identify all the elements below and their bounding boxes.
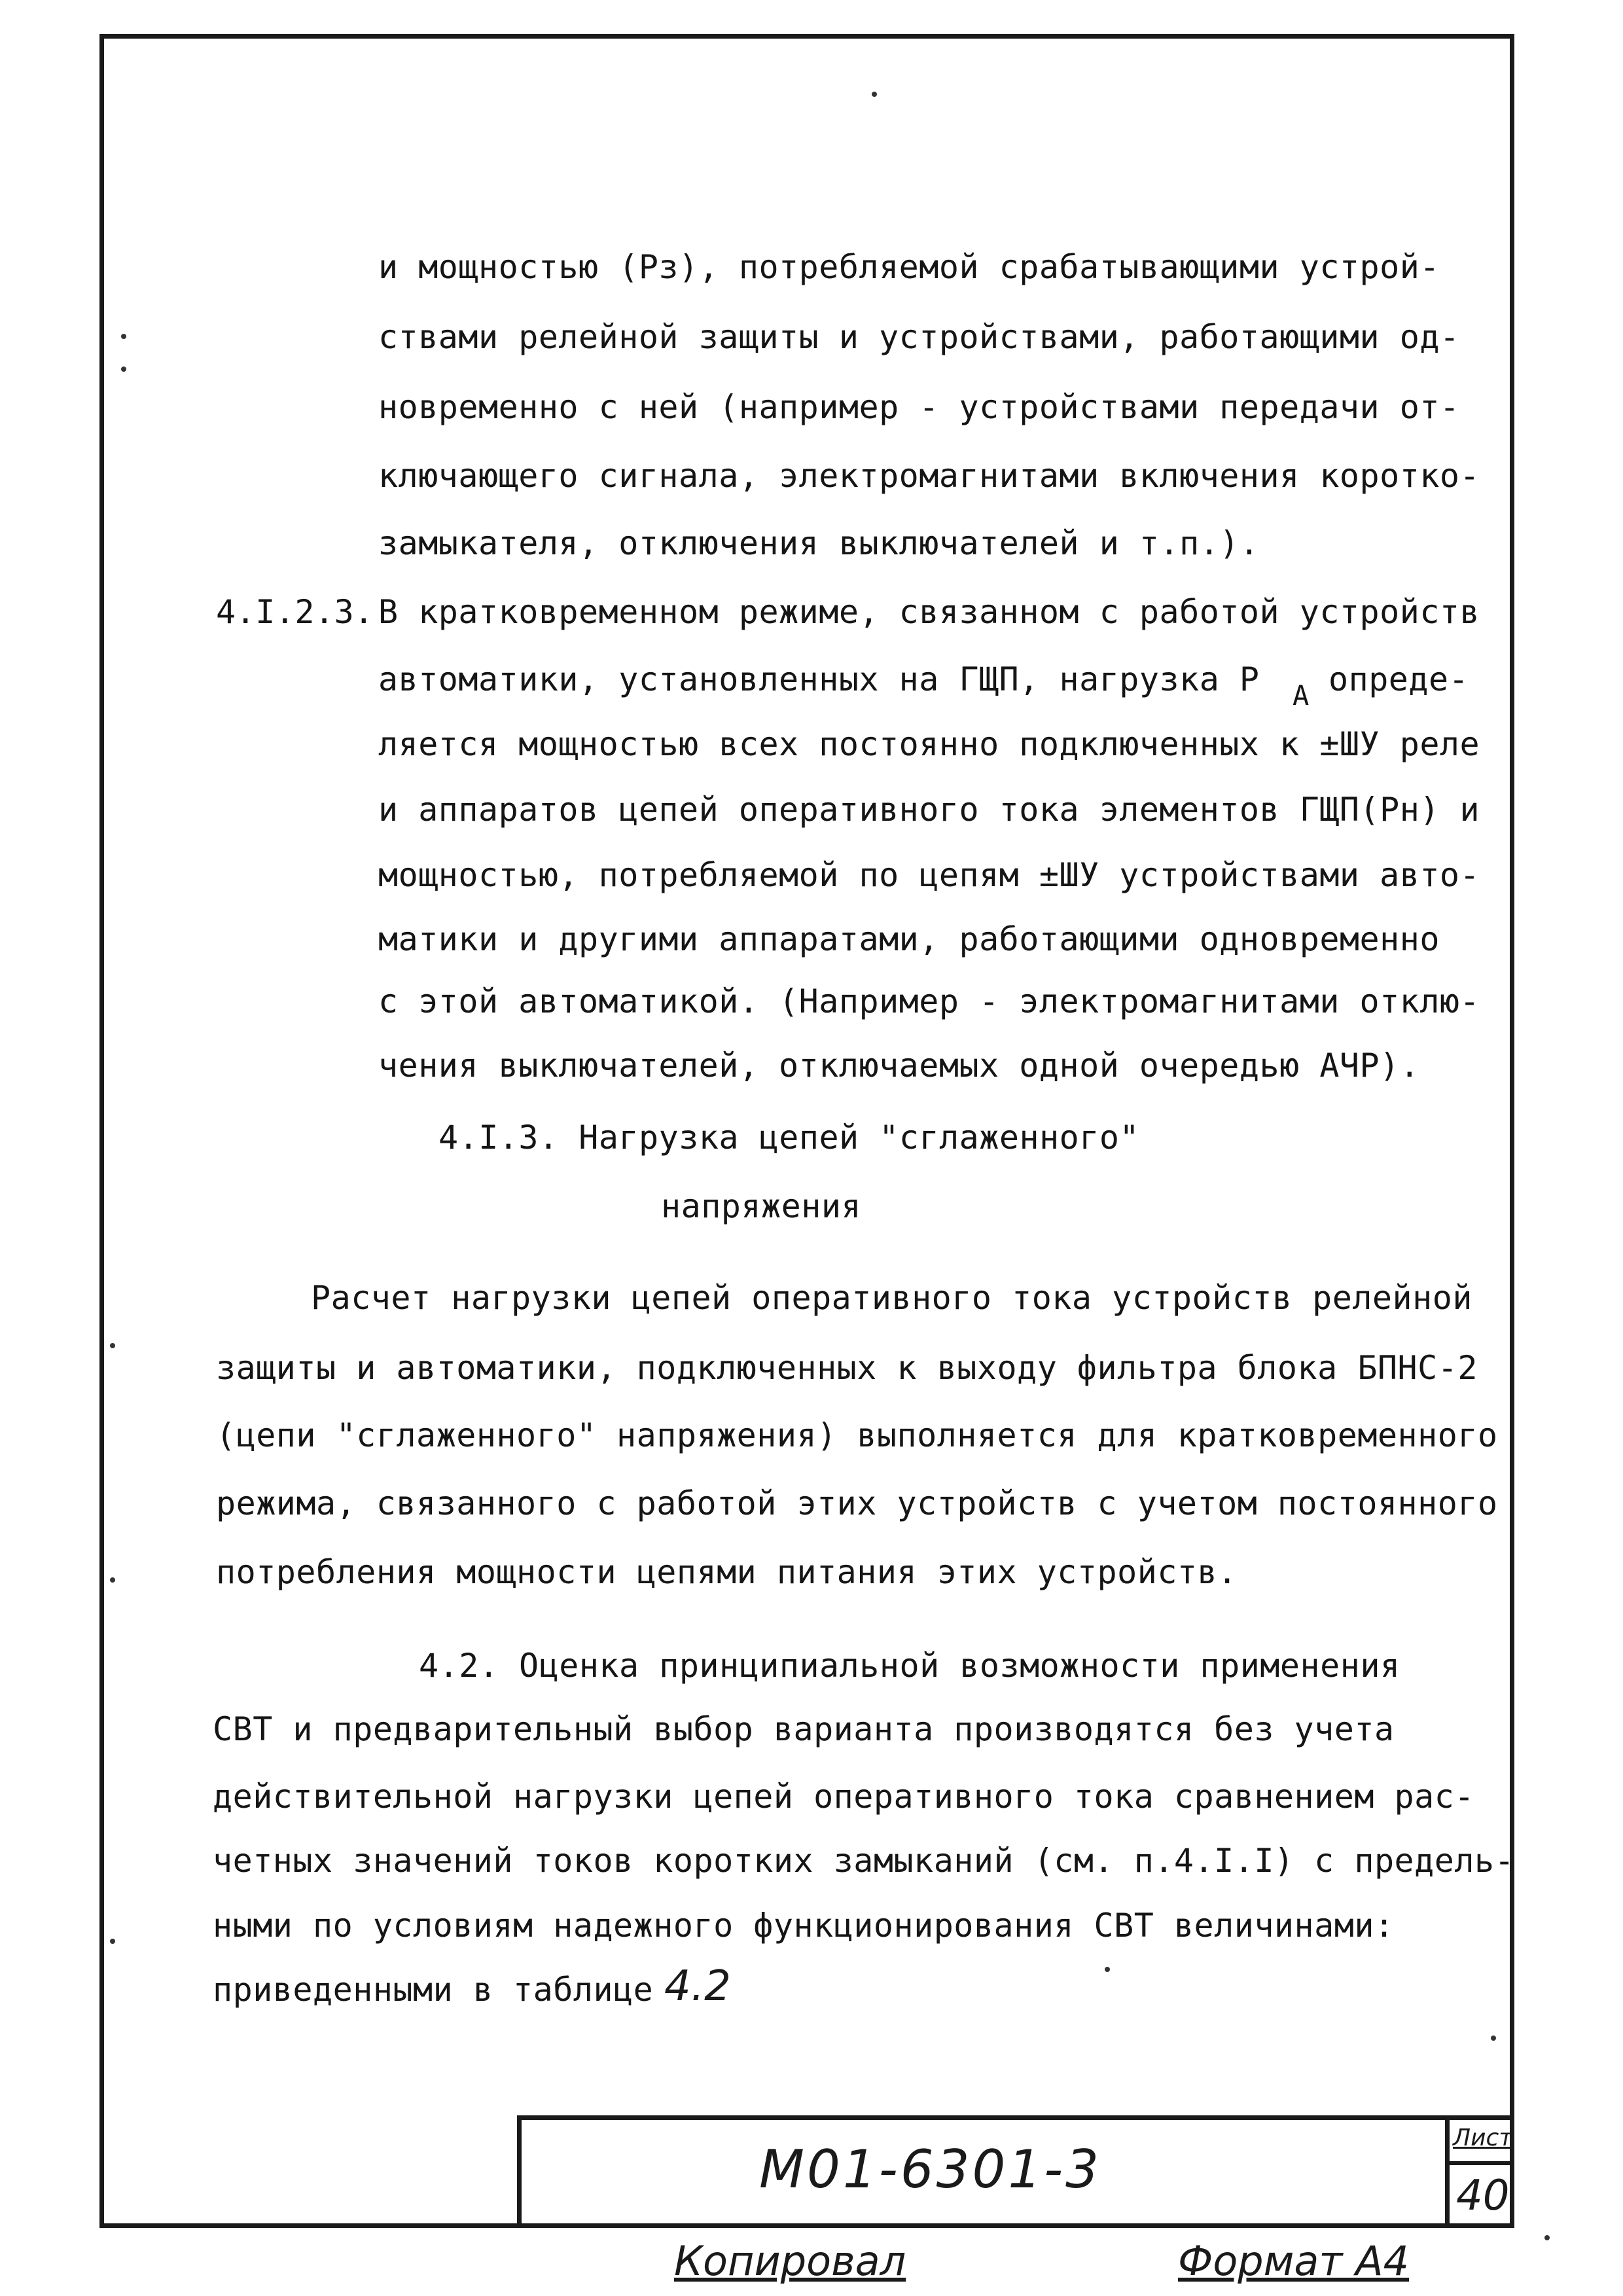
text-line: потребления мощности цепями питания этих устройств. — [216, 1553, 1238, 1591]
text-line: ключающего сигнала, электромагнитами включения коротко- — [378, 457, 1480, 495]
sheet-number: 40 — [1456, 2172, 1510, 2220]
text-line: (цепи "сглаженного" напряжения) выполняется для кратковременного — [216, 1416, 1498, 1454]
text-line: четных значений токов коротких замыканий (см. п.4.I.I) с предель- — [213, 1842, 1515, 1880]
scan-speck — [110, 1343, 115, 1348]
text-line: автоматики, установленных на ГЩП, нагрузка Р — [378, 660, 1260, 698]
text-line: и мощностью (Рз), потребляемой срабатывающими устрой- — [378, 248, 1440, 286]
subscript-a: А — [1293, 679, 1310, 711]
sheet-label: Лист — [1453, 2125, 1513, 2151]
text-line: замыкателя, отключения выключателей и т.п.). — [378, 524, 1260, 562]
scan-speck — [121, 367, 126, 372]
title-block-divider — [1445, 2115, 1450, 2228]
text-line: 4.2. Оценка принципиальной возможности применения — [419, 1647, 1400, 1685]
text-line: Расчет нагрузки цепей оперативного тока устройств релейной — [311, 1279, 1472, 1317]
text-line: СВТ и предварительный выбор варианта производятся без учета — [213, 1710, 1395, 1748]
text-line: ляется мощностью всех постоянно подключенных к ±ШУ реле — [378, 725, 1480, 763]
title-block-divider — [1445, 2161, 1514, 2165]
scan-speck — [121, 334, 126, 339]
scan-speck — [1105, 1967, 1110, 1972]
scan-speck — [110, 1577, 115, 1583]
text-line: чения выключателей, отключаемых одной очередью АЧР). — [378, 1047, 1420, 1085]
text-line: и аппаратов цепей оперативного тока элементов ГЩП(Рн) и — [378, 791, 1480, 829]
text-line: защиты и автоматики, подключенных к выходу фильтра блока БПНС-2 — [216, 1349, 1478, 1387]
copied-by-label: Копировал — [674, 2237, 906, 2285]
text-line: приведенными в таблице — [213, 1971, 654, 2009]
scan-speck — [1544, 2235, 1550, 2240]
text-line: мощностью, потребляемой по цепям ±ШУ устройствами авто- — [378, 856, 1480, 894]
text-line: матики и другими аппаратами, работающими одновременно — [378, 920, 1440, 958]
scan-speck — [1491, 2036, 1496, 2041]
scan-speck — [110, 1939, 115, 1944]
text-line: ствами релейной защиты и устройствами, работающими од- — [378, 318, 1460, 356]
section-heading: 4.I.3. Нагрузка цепей "сглаженного" — [438, 1119, 1140, 1157]
text-line-tail: опреде- — [1329, 660, 1469, 698]
scan-speck — [872, 92, 877, 97]
text-line: ными по условиям надежного функционирования СВТ величинами: — [213, 1907, 1395, 1945]
format-label: Формат А4 — [1178, 2237, 1410, 2285]
text-line: В кратковременном режиме, связанном с работой устройств — [378, 593, 1480, 631]
document-code: М01-6301-3 — [759, 2139, 1102, 2200]
text-line: с этой автоматикой. (Например - электромагнитами отклю- — [378, 982, 1480, 1020]
section-number: 4.I.2.3. — [216, 593, 374, 631]
text-line: действительной нагрузки цепей оперативного тока сравнением рас- — [213, 1778, 1474, 1816]
table-reference-handwritten: 4.2 — [664, 1962, 731, 2011]
section-heading: напряжения — [661, 1187, 862, 1225]
text-line: новременно с ней (например - устройствами передачи от- — [378, 388, 1460, 426]
text-line: режима, связанного с работой этих устройств с учетом постоянного — [216, 1484, 1498, 1522]
